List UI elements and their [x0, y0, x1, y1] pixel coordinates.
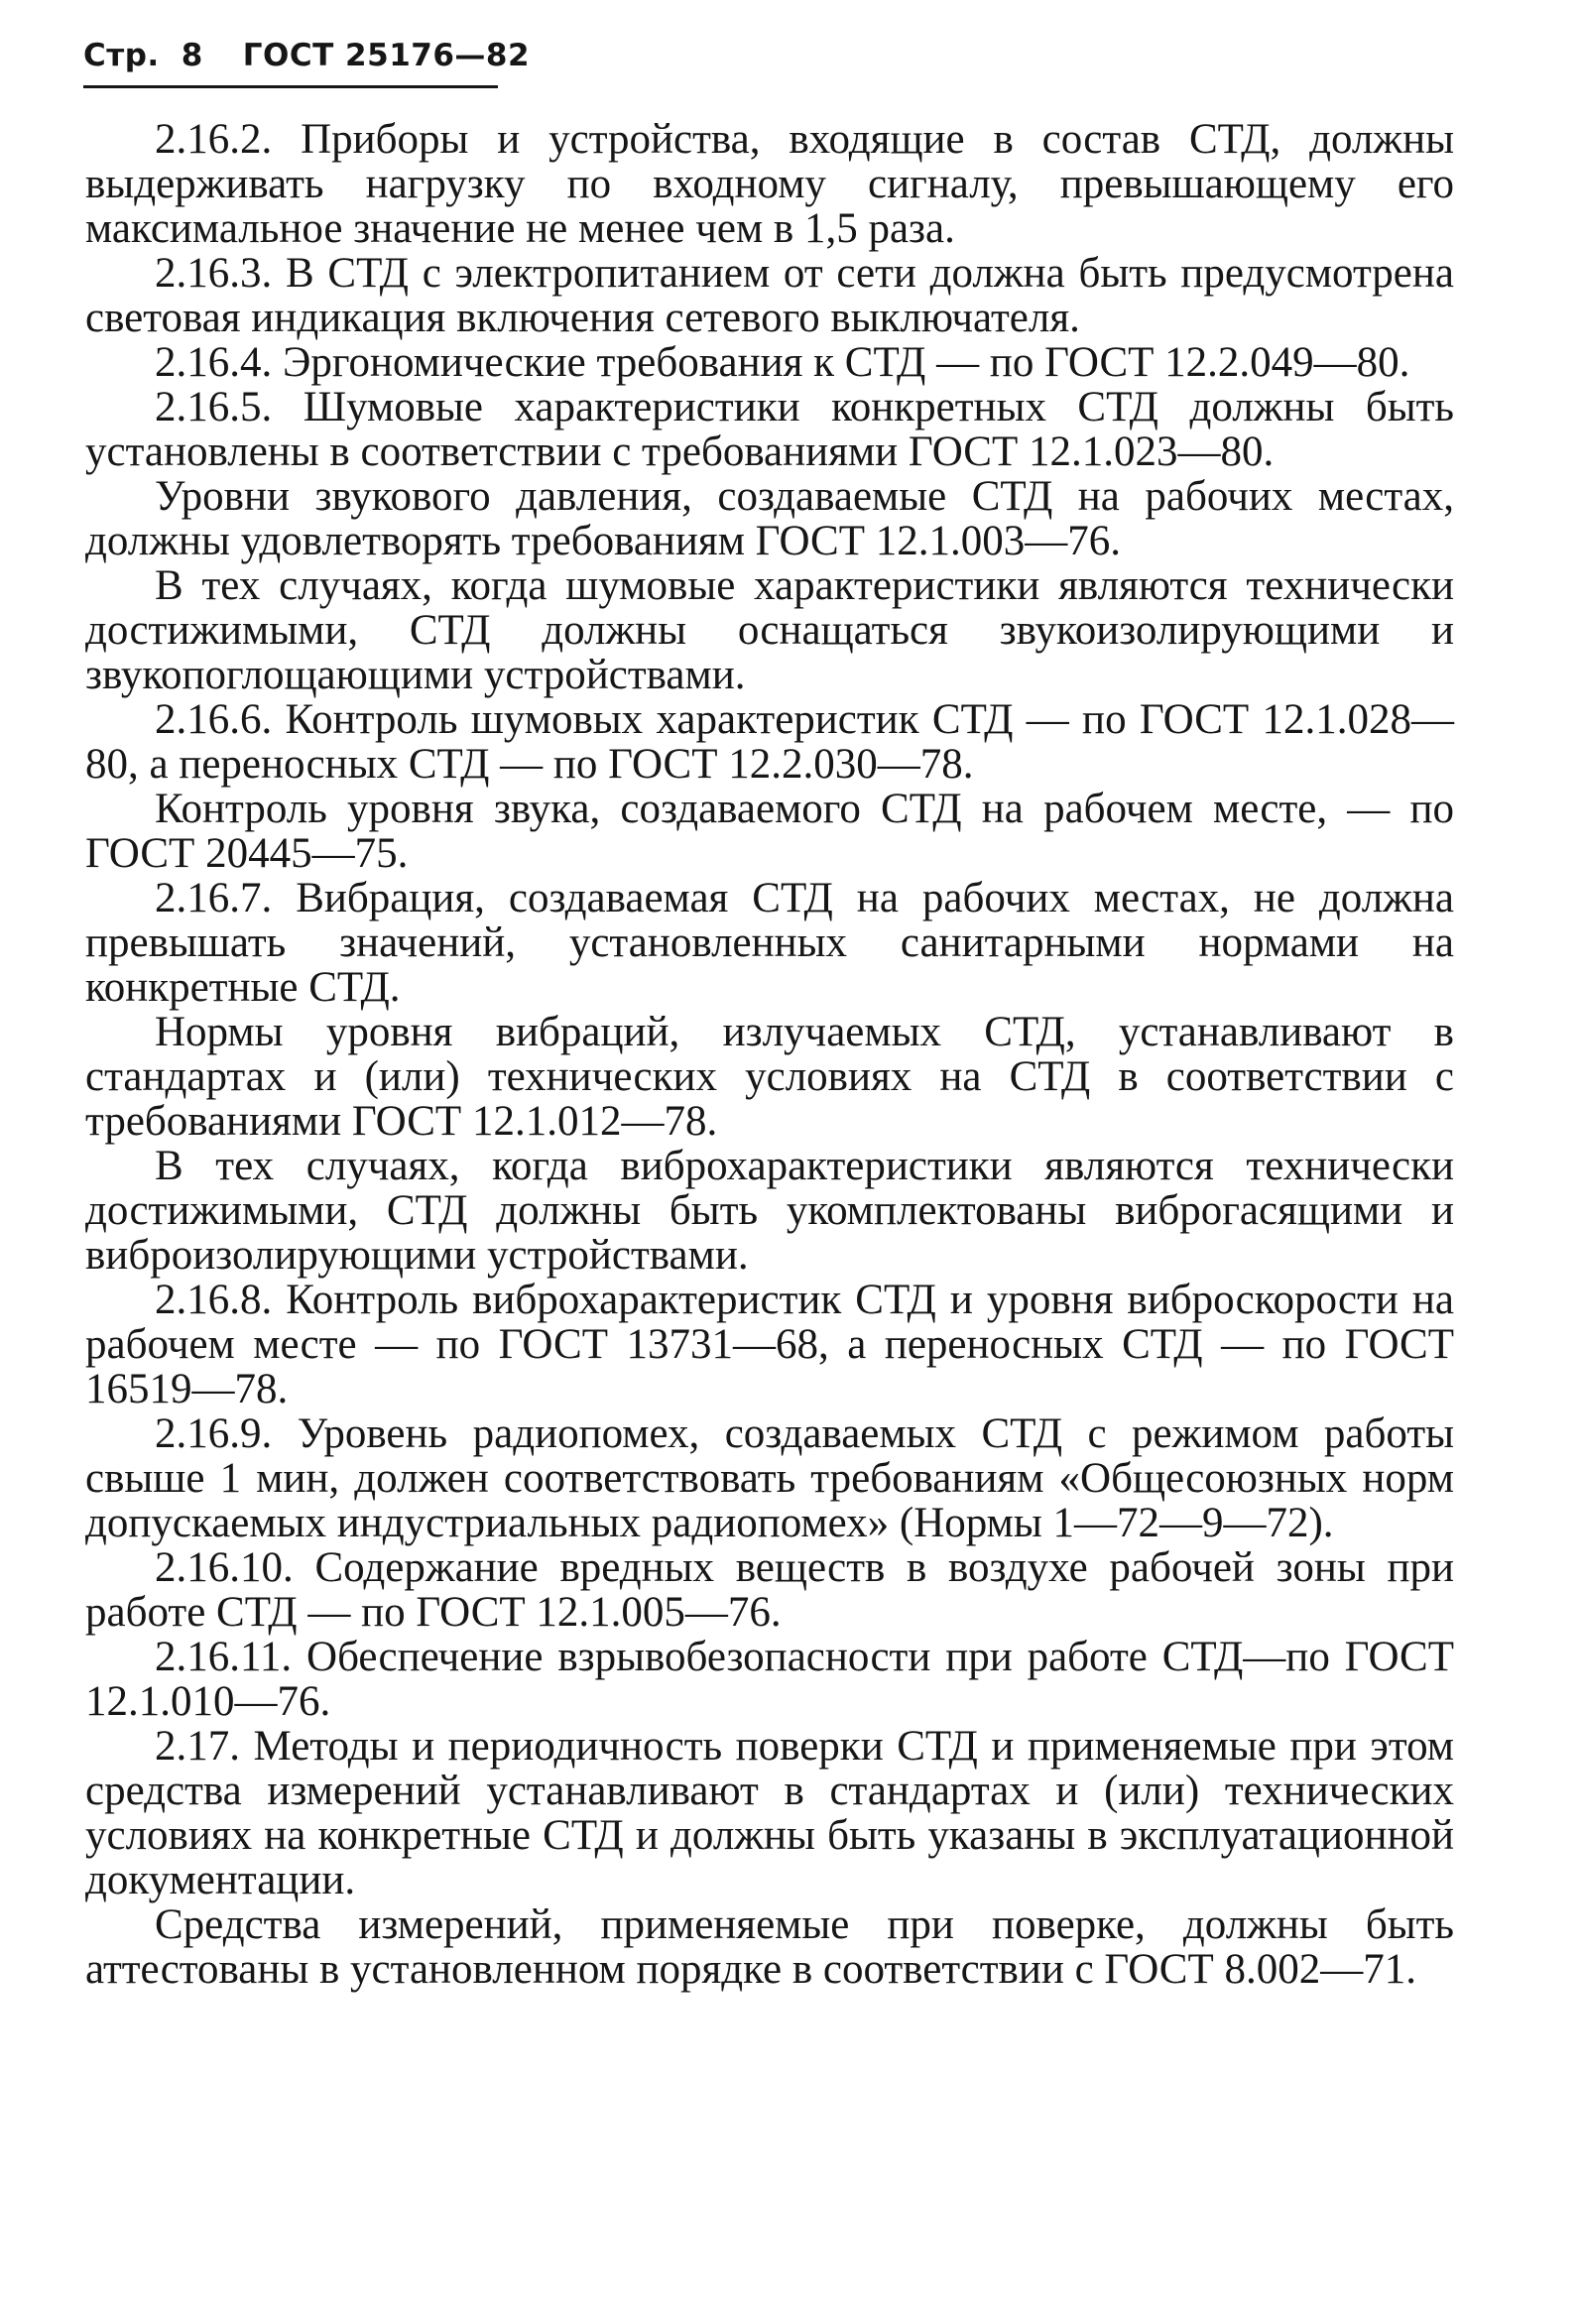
- paragraph-2-16-9: 2.16.9. Уровень радиопомех, создаваемых СТД с режимом работы свыше 1 мин, должен соответствовать требованиям «Общесоюзных норм допускаемых индустриальных радиопомех» (Нормы 1—72—9—72).: [85, 1410, 1454, 1546]
- paragraph-2-16-11: 2.16.11. Обеспечение взрывобезопасности при работе СТД—по ГОСТ 12.1.010—76.: [85, 1634, 1454, 1725]
- paragraph-noise-isolation: В тех случаях, когда шумовые характеристики являются технически достижимыми, СТД должны оснащаться звукоизолирующими и звукопоглощающими устройствами.: [85, 562, 1454, 698]
- running-header: [83, 38, 530, 73]
- paragraph-vibration-norms: Нормы уровня вибраций, излучаемых СТД, устанавливают в стандартах и (или) технических условиях на СТД в соответствии с требованиями ГОСТ 12.1.012—78.: [85, 1009, 1454, 1145]
- body-text: [85, 117, 1454, 1992]
- paragraph-2-16-3: 2.16.3. В СТД с электропитанием от сети должна быть предусмотрена световая индикация включения сетевого выключателя.: [85, 250, 1454, 341]
- paragraph-2-16-2: 2.16.2. Приборы и устройства, входящие в состав СТД, должны выдерживать нагрузку по входному сигналу, превышающему его максимальное значение не менее чем в 1,5 раза.: [85, 116, 1454, 252]
- paragraph-2-17: 2.17. Методы и периодичность поверки СТД и применяемые при этом средства измерений устанавливают в стандартах и (или) технических условиях на конкретные СТД и должны быть указаны в эксплуатационной документации.: [85, 1723, 1454, 1903]
- page-label: Стр.: [83, 38, 160, 73]
- paragraph-2-16-5: 2.16.5. Шумовые характеристики конкретных СТД должны быть установлены в соответствии с требованиями ГОСТ 12.1.023—80.: [85, 384, 1454, 475]
- paragraph-sound-level-control: Контроль уровня звука, создаваемого СТД на рабочем месте, — по ГОСТ 20445—75.: [85, 786, 1454, 877]
- paragraph-measuring-instruments: Средства измерений, применяемые при поверке, должны быть аттестованы в установленном порядке в соответствии с ГОСТ 8.002—71.: [85, 1901, 1454, 1993]
- paragraph-2-16-10: 2.16.10. Содержание вредных веществ в воздухе рабочей зоны при работе СТД — по ГОСТ 12.1.005—76.: [85, 1544, 1454, 1636]
- paragraph-2-16-4: 2.16.4. Эргономические требования к СТД — по ГОСТ 12.2.049—80.: [155, 339, 1410, 386]
- paragraph-2-16-6: 2.16.6. Контроль шумовых характеристик СТД — по ГОСТ 12.1.028—80, а переносных СТД — по ГОСТ 12.2.030—78.: [85, 696, 1454, 788]
- paragraph-2-16-7: 2.16.7. Вибрация, создаваемая СТД на рабочих местах, не должна превышать значений, установленных санитарными нормами на конкретные СТД.: [85, 875, 1454, 1011]
- page-number: 8: [181, 38, 203, 73]
- paragraph-vibration-damping: В тех случаях, когда виброхарактеристики являются технически достижимыми, СТД должны быть укомплектованы виброгасящими и виброизолирующими устройствами.: [85, 1143, 1454, 1279]
- header-rule: [83, 85, 498, 88]
- paragraph-sound-pressure: Уровни звукового давления, создаваемые СТД на рабочих местах, должны удовлетворять требованиям ГОСТ 12.1.003—76.: [85, 473, 1454, 564]
- paragraph-2-16-8: 2.16.8. Контроль виброхарактеристик СТД и уровня виброскорости на рабочем месте — по ГОСТ 13731—68, а переносных СТД — по ГОСТ 16519—78.: [85, 1277, 1454, 1412]
- standard-code: ГОСТ 25176—82: [242, 38, 531, 73]
